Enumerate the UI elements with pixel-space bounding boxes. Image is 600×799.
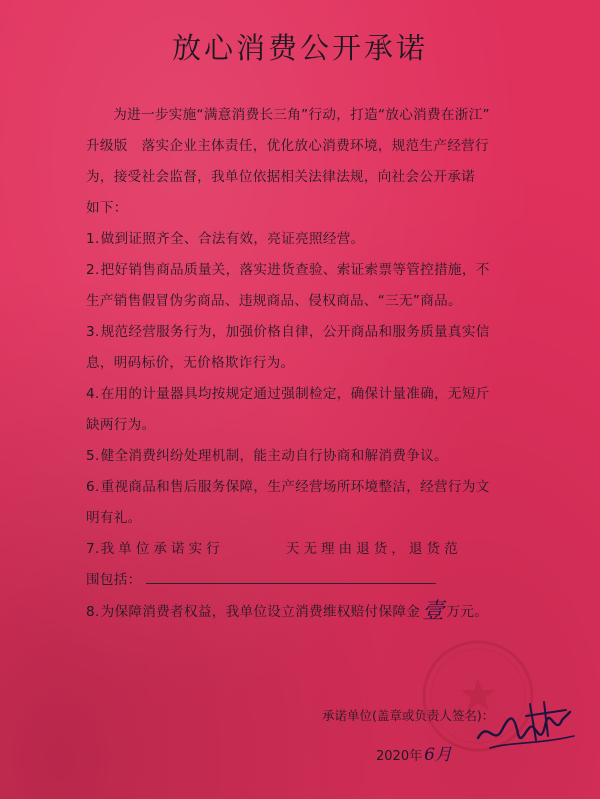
document-title: 放心消费公开承诺 [171,31,428,65]
item-text: 围包括： [86,572,142,588]
item-text: 天无理由退货，退货范 [285,541,462,557]
item-number: 1. [86,231,100,247]
item-number: 7. [86,541,100,557]
intro-line: 如下： [86,200,128,216]
item-text: 做到证照齐全、合法有效，亮证亮照经营。 [100,231,365,247]
item-number: 8. [86,604,100,620]
commitment-item-6 [86,472,564,534]
item-text: 缺两行为。 [86,417,156,433]
intro-line: 为，接受社会监督，我单位依据相关法律法规，向社会公开承诺 [86,169,476,185]
commitment-item-5 [86,441,564,472]
item-text: 重视商品和售后服务保障，生产经营场所环境整洁，经营行为文 [100,479,490,495]
item-text: 息，明码标价，无价格欺诈行为。 [86,355,295,371]
item-text: 规范经营服务行为，加强价格自律，公开商品和服务质量真实信 [100,324,490,340]
item-text: 万元。 [446,604,489,620]
item-text: 在用的计量器具均按规定通过强制检定，确保计量准确，无短斤 [100,386,490,402]
commitment-item-2 [86,255,564,317]
commitment-item-3 [86,317,564,379]
item-text: 为保障消费者权益，我单位设立消费维权赔付保障金 [100,604,421,620]
item-text: 生产销售假冒伪劣商品、违规商品、侵权商品、“三无”商品。 [86,293,462,309]
commitment-item-8 [86,596,564,628]
item-number: 3. [86,324,100,340]
return-scope-blank [146,569,436,584]
commitment-item-1 [86,224,564,255]
commitment-item-4 [86,379,564,441]
item-text: 我单位承诺实行 [100,541,224,557]
item-number: 4. [86,386,100,402]
intro-line: 为进一步实施“满意消费长三角”行动，打造“放心消费在浙江” [113,107,490,123]
handwritten-amount: 壹 [422,599,445,624]
date-month-handwritten: 6月 [424,745,452,765]
date-line [376,740,452,765]
date-year: 2020年 [376,749,423,764]
signature-label: 承诺单位(盖章或负责人签名)： [322,708,495,723]
item-text: 明有礼。 [86,510,142,526]
item-number: 2. [86,262,100,278]
item-number: 5. [86,448,100,464]
commitment-item-7 [86,534,564,596]
commitment-body [86,100,564,628]
item-number: 6. [86,479,100,495]
item-text: 健全消费纠纷处理机制，能主动自行协商和解消费争议。 [100,448,448,464]
handwritten-signature-icon [470,690,580,760]
intro-paragraph [86,100,564,224]
intro-line: 升级版 落实企业主体责任，优化放心消费环境，规范生产经营行 [86,138,489,154]
item-text: 把好销售商品质量关，落实进货查验、索证索票等管控措施，不 [100,262,490,278]
